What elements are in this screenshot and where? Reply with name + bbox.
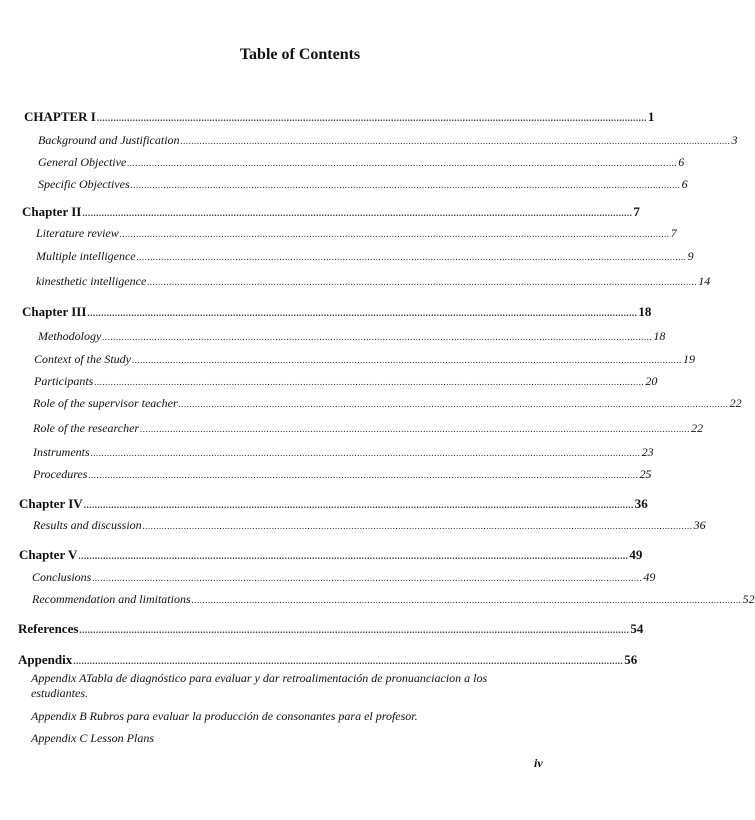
toc-entry[interactable] <box>34 372 658 390</box>
toc-entry[interactable] <box>38 175 688 193</box>
toc-entry[interactable] <box>38 131 738 149</box>
dot-leader: ........................................................................................................................................................................................................ <box>102 332 653 342</box>
toc-chapter-4[interactable] <box>19 495 648 513</box>
toc-entry-label: Instruments <box>33 445 90 459</box>
toc-entry[interactable] <box>32 568 656 586</box>
toc-page-number: 14 <box>698 274 711 288</box>
toc-entry[interactable] <box>33 516 706 534</box>
toc-page-number: 23 <box>641 445 654 459</box>
dot-leader: ........................................................................................................................................................................................................ <box>83 500 634 510</box>
toc-entry[interactable] <box>36 247 694 265</box>
toc-entry[interactable] <box>33 419 704 437</box>
toc-entry-label: Background and Justification <box>38 133 180 147</box>
toc-page-number: 25 <box>639 467 652 481</box>
toc-entry-label: Role of the supervisor teacher <box>33 396 178 410</box>
dot-leader: ........................................................................................................................................................................................................ <box>119 229 670 239</box>
appendix-c-entry[interactable]: Appendix C Lesson Plans <box>31 731 154 745</box>
toc-page-number: 6 <box>678 155 685 169</box>
dot-leader: ........................................................................................................................................................................................................ <box>191 595 742 605</box>
toc-entry[interactable] <box>38 153 685 171</box>
toc-chapter-label: Chapter II <box>22 204 82 219</box>
dot-leader: ........................................................................................................................................................................................................ <box>79 625 630 635</box>
toc-page-number: 54 <box>630 621 644 636</box>
toc-entry-label: Recommendation and limitations <box>32 592 191 606</box>
toc-chapter-1[interactable] <box>24 108 655 126</box>
toc-entry[interactable] <box>36 224 677 242</box>
toc-page-number: 7 <box>633 204 640 219</box>
toc-entry-label: Procedures <box>33 467 88 481</box>
toc-page-number: 7 <box>670 226 677 240</box>
appendix-a-entry[interactable]: Appendix ATabla de diagnóstico para evaluar y dar retroalimentación de pronuanciacion a los estudiantes. <box>31 671 488 700</box>
page-title: Table of Contents <box>239 46 361 63</box>
toc-references[interactable] <box>18 620 644 638</box>
toc-page-number: 36 <box>693 518 706 532</box>
toc-entry[interactable] <box>33 465 652 483</box>
toc-entry-label: Methodology <box>38 329 102 343</box>
toc-entry-label: Multiple intelligence <box>36 249 136 263</box>
toc-page-number: 49 <box>629 547 643 562</box>
appendix-b-entry[interactable]: Appendix B Rubros para evaluar la producción de consonantes para el profesor. <box>31 709 418 723</box>
dot-leader: ........................................................................................................................................................................................................ <box>94 377 645 387</box>
toc-page-number: 36 <box>634 496 648 511</box>
toc-chapter-label: Chapter IV <box>19 496 83 511</box>
dot-leader: ........................................................................................................................................................................................................ <box>130 180 681 190</box>
toc-entry[interactable] <box>36 272 711 290</box>
dot-leader: ........................................................................................................................................................................................................ <box>178 399 729 409</box>
dot-leader: ........................................................................................................................................................................................................ <box>82 208 633 218</box>
toc-entry[interactable] <box>33 443 654 461</box>
dot-leader: ........................................................................................................................................................................................................ <box>180 136 731 146</box>
toc-page-number: 49 <box>643 570 656 584</box>
toc-chapter-label: References <box>18 621 79 636</box>
toc-page-number: 52 <box>742 592 755 606</box>
dot-leader: ........................................................................................................................................................................................................ <box>78 551 629 561</box>
toc-entry-label: Role of the researcher <box>33 421 140 435</box>
toc-page-number: 22 <box>729 396 742 410</box>
dot-leader: ........................................................................................................................................................................................................ <box>87 308 638 318</box>
toc-page-number: 56 <box>624 652 638 667</box>
dot-leader: ........................................................................................................................................................................................................ <box>96 113 647 123</box>
toc-page-number: 3 <box>731 133 738 147</box>
dot-leader: ........................................................................................................................................................................................................ <box>142 521 693 531</box>
dot-leader: ........................................................................................................................................................................................................ <box>131 355 682 365</box>
toc-entry[interactable] <box>38 327 666 345</box>
toc-entry-label: Literature review <box>36 226 119 240</box>
toc-page-number: 22 <box>691 421 704 435</box>
toc-chapter-label: Appendix <box>18 652 73 667</box>
toc-page-number: 20 <box>645 374 658 388</box>
dot-leader: ........................................................................................................................................................................................................ <box>88 470 639 480</box>
toc-chapter-label: Chapter III <box>22 304 87 319</box>
toc-entry[interactable] <box>33 394 742 412</box>
toc-chapter-3[interactable] <box>22 303 652 321</box>
toc-page-number: 6 <box>681 177 688 191</box>
toc-entry-label: Results and discussion <box>33 518 142 532</box>
toc-chapter-2[interactable] <box>22 203 640 221</box>
toc-entry-label: Participants <box>34 374 94 388</box>
toc-chapter-5[interactable] <box>19 546 643 564</box>
toc-chapter-label: Chapter V <box>19 547 78 562</box>
toc-entry[interactable] <box>34 350 695 368</box>
dot-leader: ........................................................................................................................................................................................................ <box>90 448 641 458</box>
dot-leader: ........................................................................................................................................................................................................ <box>92 573 643 583</box>
toc-page-number: 18 <box>638 304 652 319</box>
dot-leader: ........................................................................................................................................................................................................ <box>73 656 624 666</box>
toc-entry-label: Specific Objectives <box>38 177 130 191</box>
toc-appendix[interactable] <box>18 651 638 669</box>
toc-entry[interactable] <box>32 590 755 608</box>
toc-page-number: 1 <box>647 109 655 124</box>
toc-page-number: 18 <box>653 329 666 343</box>
dot-leader: ........................................................................................................................................................................................................ <box>136 252 687 262</box>
dot-leader: ........................................................................................................................................................................................................ <box>127 158 678 168</box>
toc-page-number: 9 <box>687 249 694 263</box>
toc-entry-label: General Objective <box>38 155 127 169</box>
toc-entry-label: Context of the Study <box>34 352 131 366</box>
toc-chapter-label: CHAPTER I <box>24 109 96 124</box>
toc-entry-label: Conclusions <box>32 570 92 584</box>
dot-leader: ........................................................................................................................................................................................................ <box>147 277 698 287</box>
toc-entry-label: kinesthetic intelligence <box>36 274 147 288</box>
toc-page-number: 19 <box>682 352 695 366</box>
page-number: iv <box>534 756 543 770</box>
dot-leader: ........................................................................................................................................................................................................ <box>140 424 691 434</box>
